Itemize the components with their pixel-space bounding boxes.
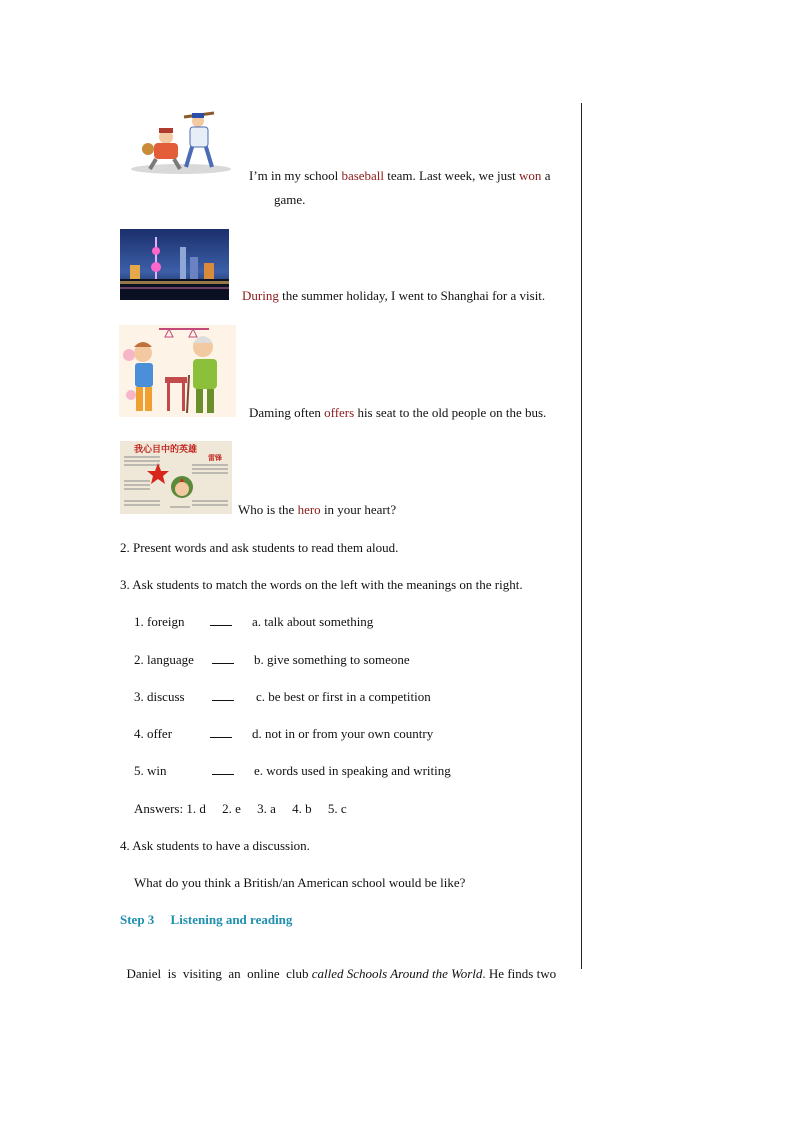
- shanghai-sentence: [242, 288, 545, 304]
- bus-text-post: his seat to the old people on the bus.: [354, 405, 547, 420]
- poster-title: 我心目中的英雄: [134, 445, 198, 455]
- answer-blank: [212, 653, 234, 664]
- poster-name: 雷锋: [208, 454, 222, 462]
- match-row: [134, 689, 431, 705]
- keyword-offers: offers: [324, 405, 355, 420]
- match-meaning: a. talk about something: [252, 614, 374, 629]
- match-meaning: d. not in or from your own country: [252, 726, 434, 741]
- answer-blank: [210, 727, 232, 738]
- match-meaning: e. words used in speaking and writing: [254, 763, 451, 778]
- right-margin-rule: [581, 103, 582, 969]
- reading-paragraph: [120, 950, 556, 982]
- match-row: [134, 614, 373, 630]
- shanghai-text-post: the summer holiday, I went to Shanghai for a visit.: [278, 288, 546, 303]
- baseball-text-pre: I’m in my school: [249, 168, 342, 183]
- baseball-text-mid: team. Last week, we just: [384, 168, 520, 183]
- keyword-baseball: baseball: [341, 168, 385, 183]
- match-word: 2. language: [134, 652, 194, 667]
- match-word: 4. offer: [134, 726, 173, 741]
- discussion-question: What do you think a British/an American school would be like?: [134, 875, 466, 890]
- paragraph-text-post: . He finds two: [482, 966, 557, 981]
- answer-blank: [212, 690, 234, 701]
- answers-line: Answers: 1. d 2. e 3. a 4. b 5. c: [134, 801, 347, 816]
- bus-text-pre: Daming often: [249, 405, 325, 420]
- step-3-instruction: 3. Ask students to match the words on the left with the meanings on the right.: [120, 577, 523, 592]
- paragraph-club-name: called Schools Around the World: [311, 966, 483, 981]
- baseball-sentence-line2: game.: [274, 192, 306, 207]
- match-row: [134, 763, 451, 779]
- hero-text-pre: Who is the: [238, 502, 298, 517]
- keyword-hero: hero: [297, 502, 321, 517]
- hero-text-post: in your heart?: [320, 502, 397, 517]
- section-heading: Step 3 Listening and reading: [120, 912, 293, 927]
- hero-poster-image: [120, 441, 232, 514]
- baseball-sentence: [249, 168, 550, 184]
- match-row: [134, 652, 410, 668]
- step-4-instruction: 4. Ask students to have a discussion.: [120, 838, 310, 853]
- hero-sentence: [238, 502, 396, 518]
- answer-blank: [212, 764, 234, 775]
- match-meaning: b. give something to someone: [254, 652, 410, 667]
- baseball-text-post: a: [541, 168, 551, 183]
- match-meaning: c. be best or first in a competition: [256, 689, 431, 704]
- shanghai-skyline-photo: [120, 229, 229, 300]
- match-row: [134, 726, 433, 742]
- baseball-illustration: [128, 109, 234, 175]
- bus-seat-illustration: [119, 325, 236, 417]
- step-2-instruction: 2. Present words and ask students to read them aloud.: [120, 540, 399, 555]
- bus-sentence: [249, 405, 546, 421]
- match-word: 3. discuss: [134, 689, 185, 704]
- paragraph-text-pre: Daniel is visiting an online club: [126, 966, 312, 981]
- keyword-won: won: [519, 168, 542, 183]
- match-word: 1. foreign: [134, 614, 185, 629]
- answer-blank: [210, 615, 232, 626]
- match-word: 5. win: [134, 763, 167, 778]
- keyword-during: During: [242, 288, 279, 303]
